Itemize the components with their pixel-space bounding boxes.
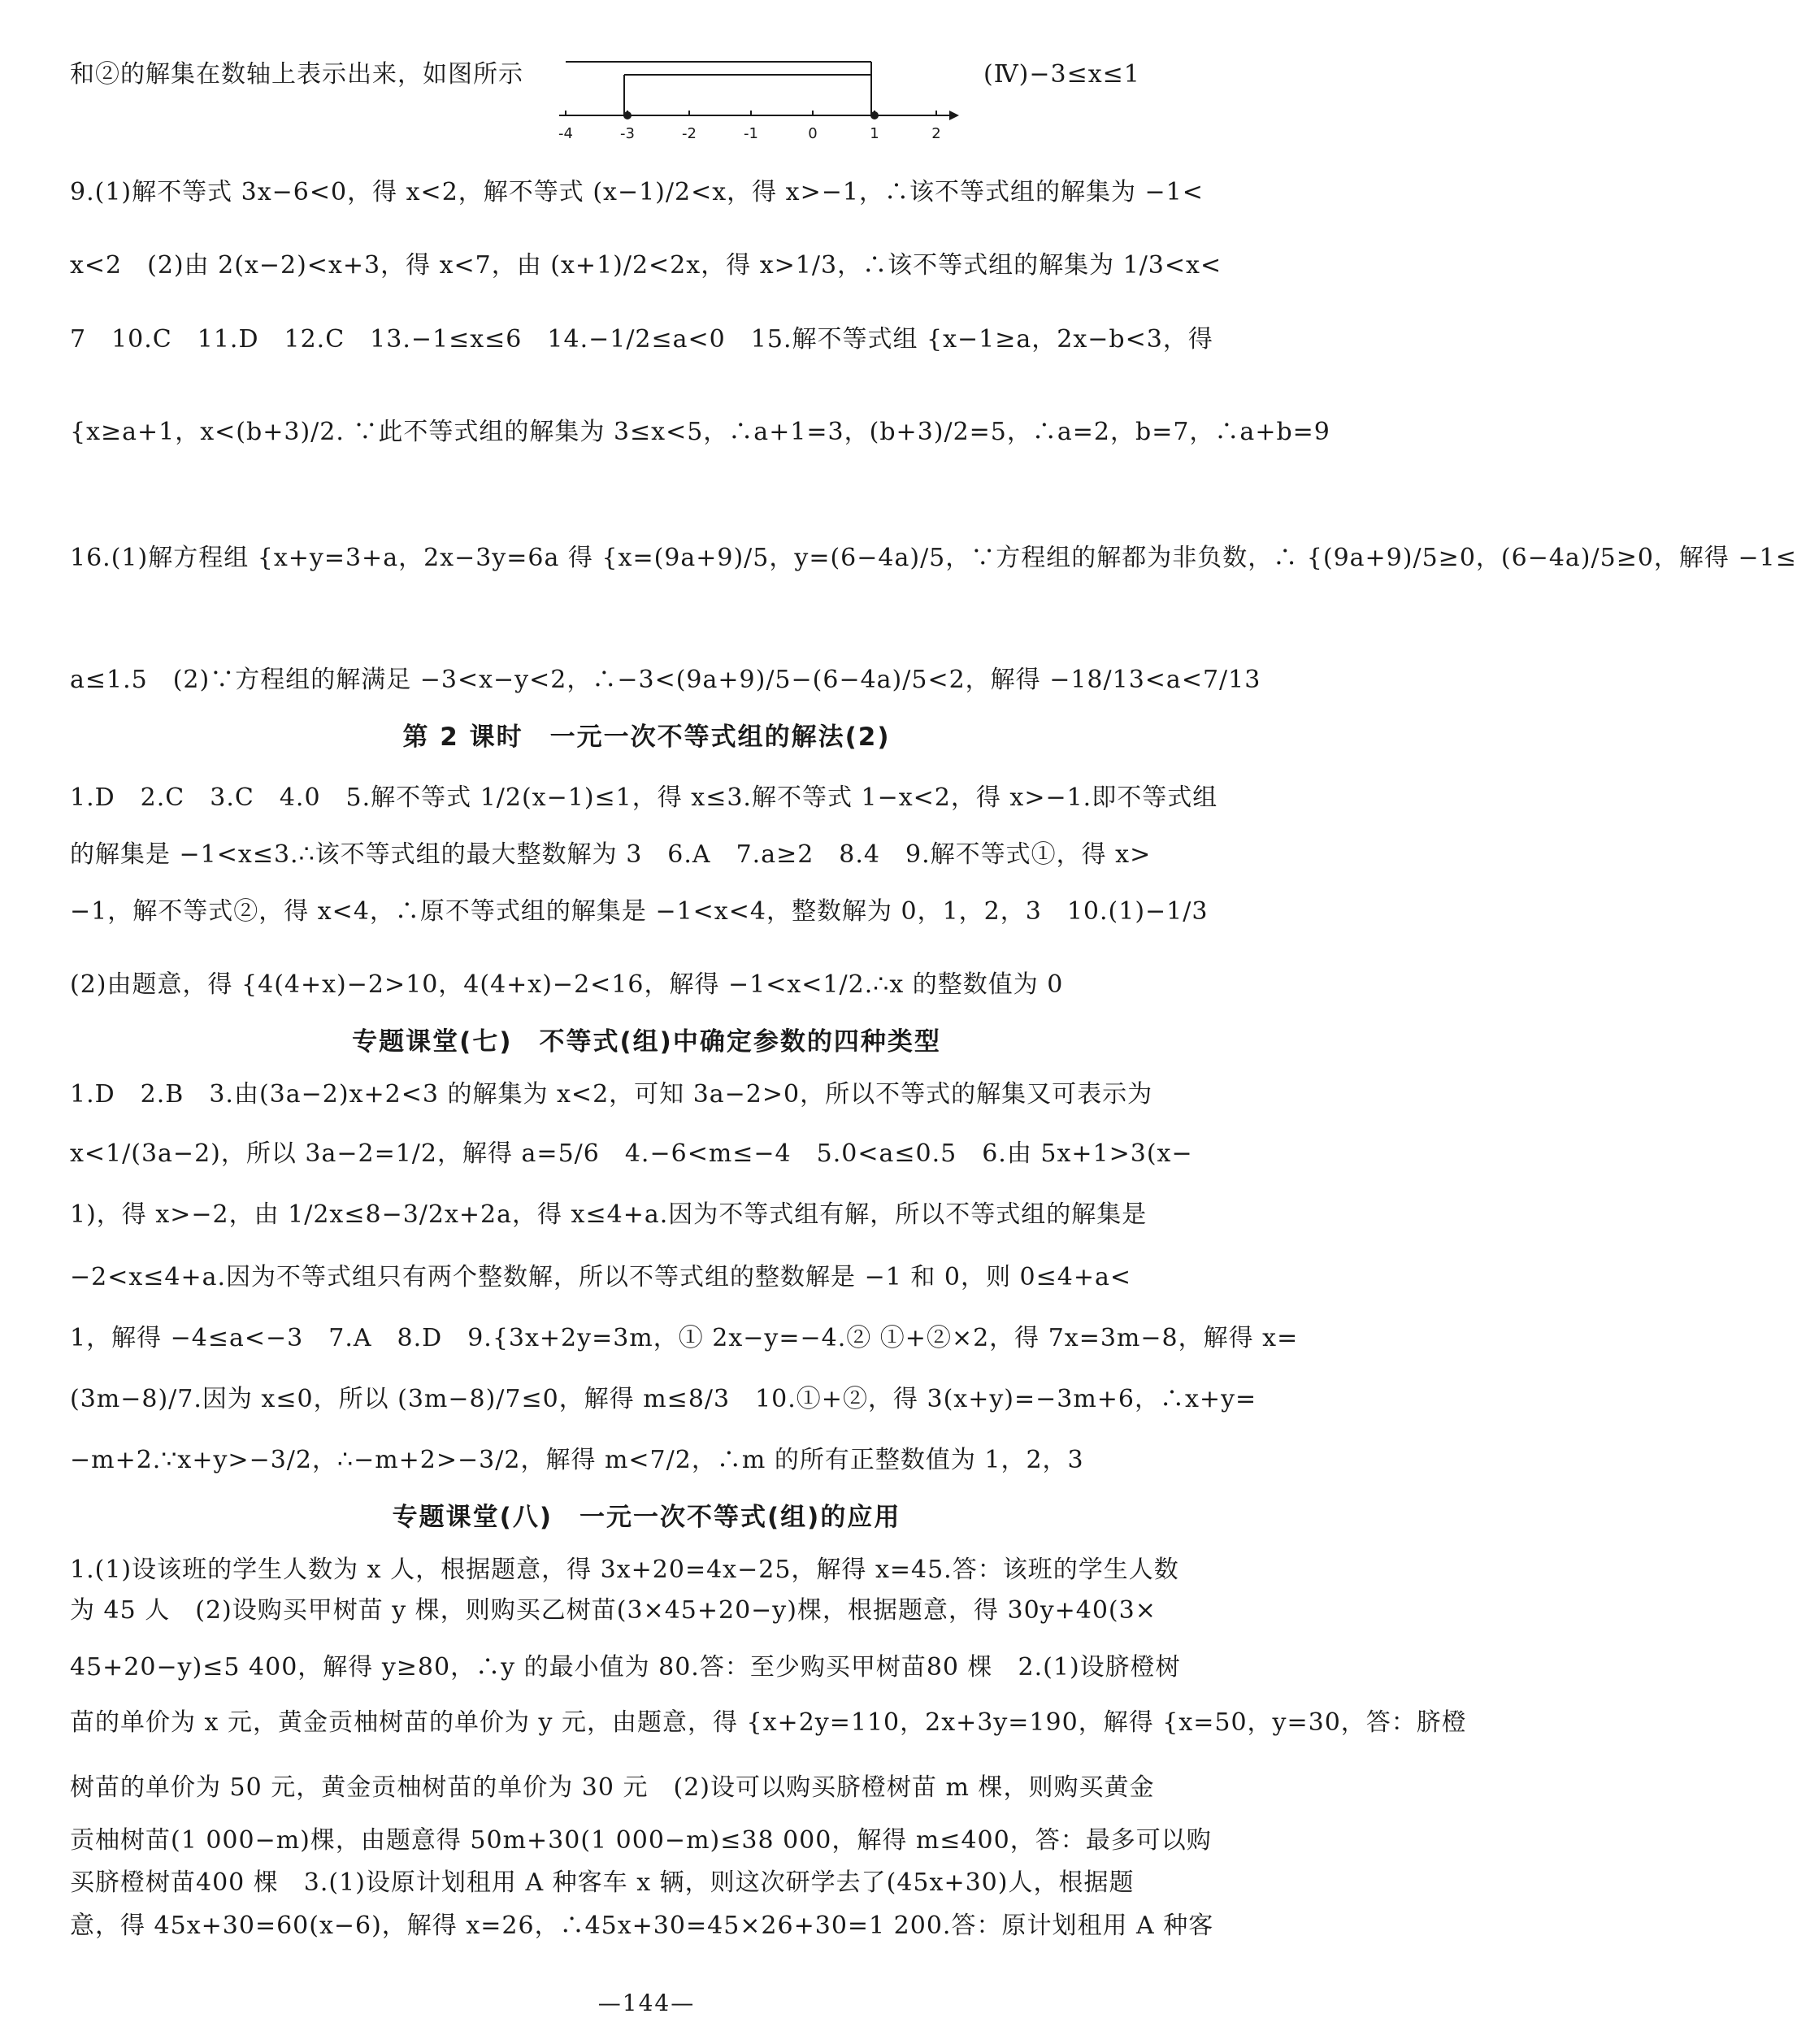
answer-line: 1.(1)设该班的学生人数为 x 人，根据题意，得 3x+20=4x−25，解得 x=45.答：该班的学生人数 bbox=[70, 1556, 1179, 1584]
answer-line: 16.(1)解方程组 {x+y=3+a，2x−3y=6a 得 {x=(9a+9)/5，y=(6−4a)/5，∵方程组的解都为非负数，∴ {(9a+9)/5≥0，(6−4a)/5≥0，解得 −1≤ bbox=[70, 544, 1797, 572]
answer-line: 树苗的单价为 50 元，黄金贡柚树苗的单价为 30 元 (2)设可以购买脐橙树苗 m 棵，则购买黄金 bbox=[70, 1773, 1155, 1802]
number-line-tick-label: -2 bbox=[682, 125, 697, 142]
answer-line: x<2 (2)由 2(x−2)<x+3，得 x<7，由 (x+1)/2<2x，得 x>1/3，∴该不等式组的解集为 1/3<x< bbox=[70, 251, 1222, 280]
section-heading: 专题课堂(八) 一元一次不等式(组)的应用 bbox=[392, 1503, 901, 1532]
number-line-intro: 和②的解集在数轴上表示出来，如图所示 bbox=[70, 60, 523, 89]
number-line-tick-label: 2 bbox=[931, 125, 941, 142]
answer-line: −2<x≤4+a.因为不等式组只有两个整数解，所以不等式组的整数解是 −1 和 0，则 0≤4+a< bbox=[70, 1263, 1131, 1291]
page-number: —144— bbox=[597, 1990, 696, 2016]
number-line-figure bbox=[543, 50, 966, 148]
answer-line: x<1/(3a−2)，所以 3a−2=1/2，解得 a=5/6 4.−6<m≤−4 5.0<a≤0.5 6.由 5x+1>3(x− bbox=[70, 1139, 1193, 1168]
answer-line: 意，得 45x+30=60(x−6)，解得 x=26，∴45x+30=45×26+30=1 200.答：原计划租用 A 种客 bbox=[70, 1912, 1214, 1940]
answer-line: −1，解不等式②，得 x<4，∴原不等式组的解集是 −1<x<4，整数解为 0，1，2，3 10.(1)−1/3 bbox=[70, 897, 1209, 926]
answer-line: 的解集是 −1<x≤3.∴该不等式组的最大整数解为 3 6.A 7.a≥2 8.4 9.解不等式①，得 x> bbox=[70, 840, 1152, 869]
number-line-point bbox=[623, 111, 632, 119]
answer-line: 7 10.C 11.D 12.C 13.−1≤x≤6 14.−1/2≤a<0 15.解不等式组 {x−1≥a，2x−b<3，得 bbox=[70, 325, 1213, 354]
answer-line: {x≥a+1，x<(b+3)/2. ∵此不等式组的解集为 3≤x<5，∴a+1=3，(b+3)/2=5，∴a=2，b=7，∴a+b=9 bbox=[70, 418, 1330, 446]
answer-line: 1)，得 x>−2，由 1/2x≤8−3/2x+2a，得 x≤4+a.因为不等式组有解，所以不等式组的解集是 bbox=[70, 1200, 1148, 1229]
answer-line: 买脐橙树苗400 棵 3.(1)设原计划租用 A 种客车 x 辆，则这次研学去了(45x+30)人，根据题 bbox=[70, 1868, 1135, 1897]
answer-line: (2)由题意，得 {4(4+x)−2>10，4(4+x)−2<16，解得 −1<x<1/2.∴x 的整数值为 0 bbox=[70, 970, 1064, 999]
number-line-tick-label: 1 bbox=[870, 125, 879, 142]
answer-line: 1.D 2.C 3.C 4.0 5.解不等式 1/2(x−1)≤1，得 x≤3.解不等式 1−x<2，得 x>−1.即不等式组 bbox=[70, 783, 1218, 812]
answer-line: 45+20−y)≤5 400，解得 y≥80，∴y 的最小值为 80.答：至少购买甲树苗80 棵 2.(1)设脐橙树 bbox=[70, 1653, 1181, 1682]
answer-line: 贡柚树苗(1 000−m)棵，由题意得 50m+30(1 000−m)≤38 000，解得 m≤400，答：最多可以购 bbox=[70, 1826, 1212, 1855]
section-heading: 第 2 课时 一元一次不等式组的解法(2) bbox=[402, 723, 891, 752]
number-line-tick-label: 0 bbox=[808, 125, 818, 142]
number-line-point bbox=[870, 111, 879, 119]
answer-line: −m+2.∵x+y>−3/2，∴−m+2>−3/2，解得 m<7/2，∴m 的所有正整数值为 1，2，3 bbox=[70, 1446, 1084, 1474]
section-heading: 专题课堂(七) 不等式(组)中确定参数的四种类型 bbox=[352, 1027, 941, 1057]
answer-line: 1.D 2.B 3.由(3a−2)x+2<3 的解集为 x<2，可知 3a−2>0，所以不等式的解集又可表示为 bbox=[70, 1080, 1153, 1109]
answer-line: 为 45 人 (2)设购买甲树苗 y 棵，则购买乙树苗(3×45+20−y)棵，根据题意，得 30y+40(3× bbox=[70, 1596, 1157, 1625]
answer-line: 苗的单价为 x 元，黄金贡柚树苗的单价为 y 元，由题意，得 {x+2y=110，2x+3y=190，解得 {x=50，y=30，答：脐橙 bbox=[70, 1708, 1467, 1737]
answer-line: a≤1.5 (2)∵方程组的解满足 −3<x−y<2，∴−3<(9a+9)/5−(6−4a)/5<2，解得 −18/13<a<7/13 bbox=[70, 666, 1261, 694]
number-line-tick-label: -3 bbox=[620, 125, 635, 142]
answer-line: (3m−8)/7.因为 x≤0，所以 (3m−8)/7≤0，解得 m≤8/3 10.①+②，得 3(x+y)=−3m+6，∴x+y= bbox=[70, 1385, 1257, 1413]
answer-line: 9.(1)解不等式 3x−6<0，得 x<2，解不等式 (x−1)/2<x，得 x>−1，∴该不等式组的解集为 −1< bbox=[70, 178, 1204, 206]
number-line-tick-label: -4 bbox=[558, 125, 573, 142]
number-line-tick-label: -1 bbox=[744, 125, 758, 142]
number-line-result: (Ⅳ)−3≤x≤1 bbox=[983, 60, 1140, 89]
answer-line: 1，解得 −4≤a<−3 7.A 8.D 9.{3x+2y=3m，① 2x−y=−4.② ①+②×2，得 7x=3m−8，解得 x= bbox=[70, 1324, 1299, 1352]
